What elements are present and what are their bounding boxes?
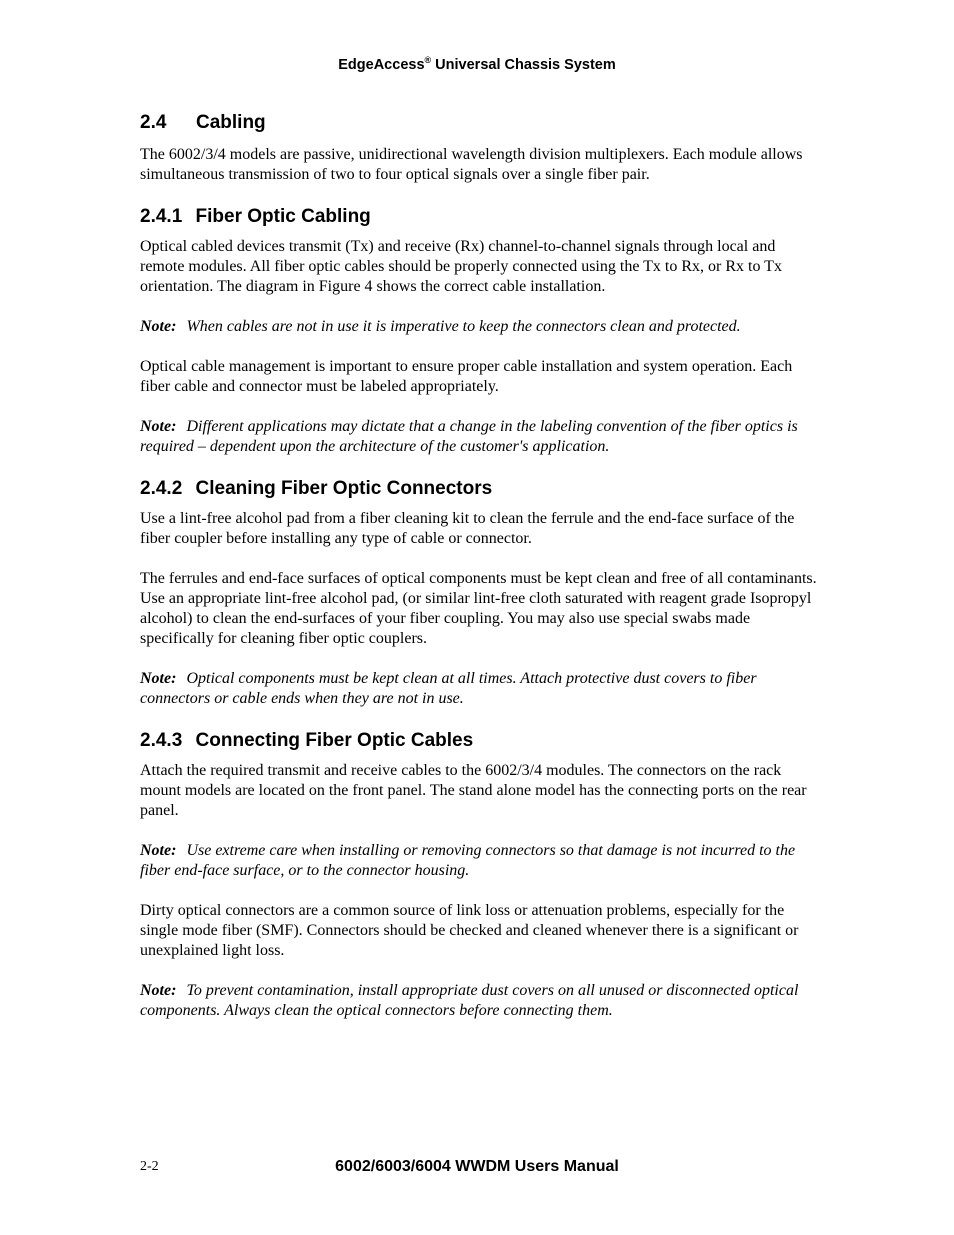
subsection-title: Fiber Optic Cabling (195, 206, 371, 227)
note (140, 417, 820, 457)
paragraph: The ferrules and end-face surfaces of optical components must be kept clean and free of all contaminants. Use an appropriate lint-free alcohol pad, (or similar lint-free cloth saturated with reagent grade Isopropyl alcohol) to clean the end-surfaces of your fiber coupling. You may also use special swabs made specifically for cleaning fiber optic couplers. (140, 570, 817, 647)
section-fiber-optic-cabling (140, 205, 820, 457)
note-label: Note: (140, 982, 177, 999)
paragraph: Optical cable management is important to ensure proper cable installation and system operation. Each fiber cable and connector must be labeled appropriately. (140, 358, 793, 395)
paragraph: Optical cabled devices transmit (Tx) and receive (Rx) channel-to-channel signals through local and remote modules. All fiber optic cables should be properly connected using the Tx to Rx, or Rx to Tx orientation. The diagram in Figure 4 shows the correct cable installation. (140, 238, 782, 295)
section-connecting-cables (140, 729, 820, 1021)
page-content (140, 111, 820, 1041)
note-text: When cables are not in use it is imperative to keep the connectors clean and protected. (186, 318, 741, 335)
section-number: 2.4 (140, 112, 167, 133)
subsection-number: 2.4.2 (140, 478, 183, 499)
note-label: Note: (140, 670, 177, 687)
subsection-number: 2.4.1 (140, 206, 183, 227)
note-text: To prevent contamination, install appropriate dust covers on all unused or disconnected optical components. Always clean the optical connectors before connecting them. (140, 982, 799, 1019)
note-text: Use extreme care when installing or removing connectors so that damage is not incurred to the fiber end-face surface, or to the connector housing. (140, 842, 796, 879)
paragraph: Dirty optical connectors are a common source of link loss or attenuation problems, especially for the single mode fiber (SMF). Connectors should be checked and cleaned whenever there is a significant or unexplained light loss. (140, 902, 799, 959)
subsection-heading (140, 729, 820, 753)
subsection-title: Cleaning Fiber Optic Connectors (195, 478, 493, 499)
registered-mark: ® (424, 55, 432, 65)
note-text: Different applications may dictate that a change in the labeling convention of the fiber optics is required – dependent upon the architecture of the customer's application. (140, 418, 798, 455)
note (140, 669, 820, 709)
paragraph: The 6002/3/4 models are passive, unidirectional wavelength division multiplexers. Each module allows simultaneous transmission of two to four optical signals over a single fiber pair. (140, 146, 803, 183)
note-label: Note: (140, 318, 177, 335)
section-heading (140, 111, 820, 135)
section-title: Cabling (196, 112, 266, 133)
subsection-title: Connecting Fiber Optic Cables (195, 730, 474, 751)
section-cabling (140, 111, 820, 185)
subsection-number: 2.4.3 (140, 730, 183, 751)
header-title-main: EdgeAccess (338, 57, 425, 73)
note-label: Note: (140, 418, 177, 435)
section-cleaning-connectors (140, 477, 820, 709)
header-title-rest: Universal Chassis System (431, 57, 616, 73)
note-label: Note: (140, 842, 177, 859)
note (140, 317, 820, 337)
running-header (0, 55, 954, 73)
page-number: 2-2 (140, 1159, 159, 1174)
note-text: Optical components must be kept clean at all times. Attach protective dust covers to fiber connectors or cable ends when they are not in use. (140, 670, 757, 707)
subsection-heading (140, 477, 820, 501)
paragraph: Use a lint-free alcohol pad from a fiber cleaning kit to clean the ferrule and the end-face surface of the fiber coupler before installing any type of cable or connector. (140, 510, 795, 547)
subsection-heading (140, 205, 820, 229)
note (140, 981, 820, 1021)
footer-manual-title: 6002/6003/6004 WWDM Users Manual (335, 1158, 619, 1175)
note (140, 841, 820, 881)
paragraph: Attach the required transmit and receive cables to the 6002/3/4 modules. The connectors on the rack mount models are located on the front panel. The stand alone model has the connecting ports on the rear panel. (140, 762, 807, 819)
